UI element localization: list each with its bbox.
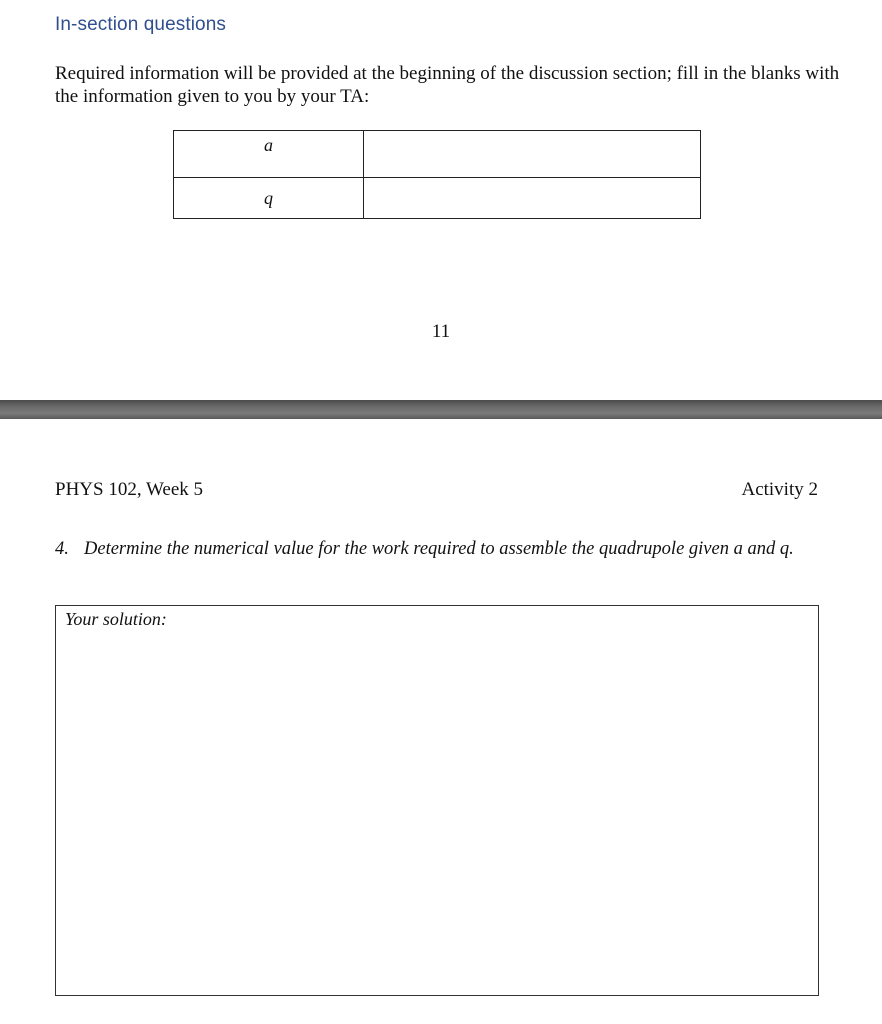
solution-answer-box[interactable] [55,605,819,996]
table-row [174,178,701,219]
table-row [174,131,701,178]
page-number: 11 [431,321,451,342]
table-label-cell [174,131,364,178]
document-page-top [0,0,882,400]
variable-q-blank[interactable] [364,178,701,219]
solution-label: Your solution: [65,609,167,629]
question-text: Determine the numerical value for the work required to assemble the quadrupole given a and q. [84,539,794,559]
section-heading: In-section questions [55,14,226,35]
header-course-label: PHYS 102, Week 5 [55,479,204,500]
table-label-cell [174,178,364,219]
variable-a-blank[interactable] [364,131,701,178]
variable-a-label: a [264,135,273,155]
header-activity-label: Activity 2 [741,479,818,500]
question-number: 4. [55,539,69,559]
variable-q-label: q [264,187,273,208]
page-break-divider [0,400,882,419]
question-item [55,538,825,561]
given-values-table [173,130,701,219]
instructions-paragraph: Required information will be provided at the beginning of the discussion section; fill in the blanks with the information given to you by your TA: [55,63,840,107]
